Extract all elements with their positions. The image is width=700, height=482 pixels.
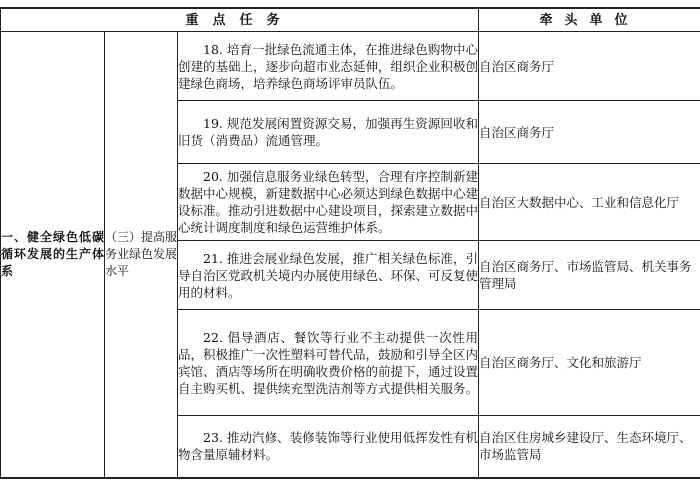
lead-unit-cell: 自治区商务厅、文化和旅游厅 [479, 310, 700, 416]
subcategory-cell: （三）提高服务业绿色发展水平 [105, 32, 178, 478]
task-cell: 23. 推动汽修、装修装饰等行业使用低挥发性有机物含量原辅材料。 [178, 416, 479, 478]
task-table [0, 7, 700, 479]
category-cell: 一、健全绿色低碳循环发展的生产体系 [1, 32, 105, 478]
lead-unit-cell: 自治区大数据中心、工业和信息化厅 [479, 164, 700, 241]
header-key-tasks: 重点任务 [1, 8, 479, 32]
task-cell: 22. 倡导酒店、餐饮等行业不主动提供一次性用品，积极推广一次性塑料可替代品，鼓励和引导全区内宾馆、酒店等场所在明确收费价格的前提下，通过设置自主购买机、提供续充型洗洁剂等方式提供相关服务。 [178, 310, 479, 416]
task-cell: 18. 培育一批绿色流通主体，在推进绿色购物中心创建的基础上，逐步向超市业态延伸，组织企业积极创建绿色商场，培养绿色商场评审员队伍。 [178, 32, 479, 101]
lead-unit-cell: 自治区住房城乡建设厅、生态环境厅、市场监管局 [479, 416, 700, 478]
lead-unit-cell: 自治区商务厅 [479, 32, 700, 101]
lead-unit-cell: 自治区商务厅 [479, 101, 700, 164]
table-row [1, 32, 700, 101]
task-cell: 19. 规范发展闲置资源交易，加强再生资源回收和旧货（消费品）流通管理。 [178, 101, 479, 164]
header-lead-unit: 牵头单位 [479, 8, 700, 32]
lead-unit-cell: 自治区商务厅、市场监管局、机关事务管理局 [479, 241, 700, 310]
task-cell: 21. 推进会展业绿色发展，推广相关绿色标准，引导自治区党政机关境内办展使用绿色、环保、可反复使用的材料。 [178, 241, 479, 310]
header-row [1, 8, 700, 32]
task-cell: 20. 加强信息服务业绿色转型，合理有序控制新建数据中心规模，新建数据中心必须达到绿色数据中心建设标准。推动引进数据中心建设项目，探索建立数据中心统计调度制度和绿色运营维护体系。 [178, 164, 479, 241]
